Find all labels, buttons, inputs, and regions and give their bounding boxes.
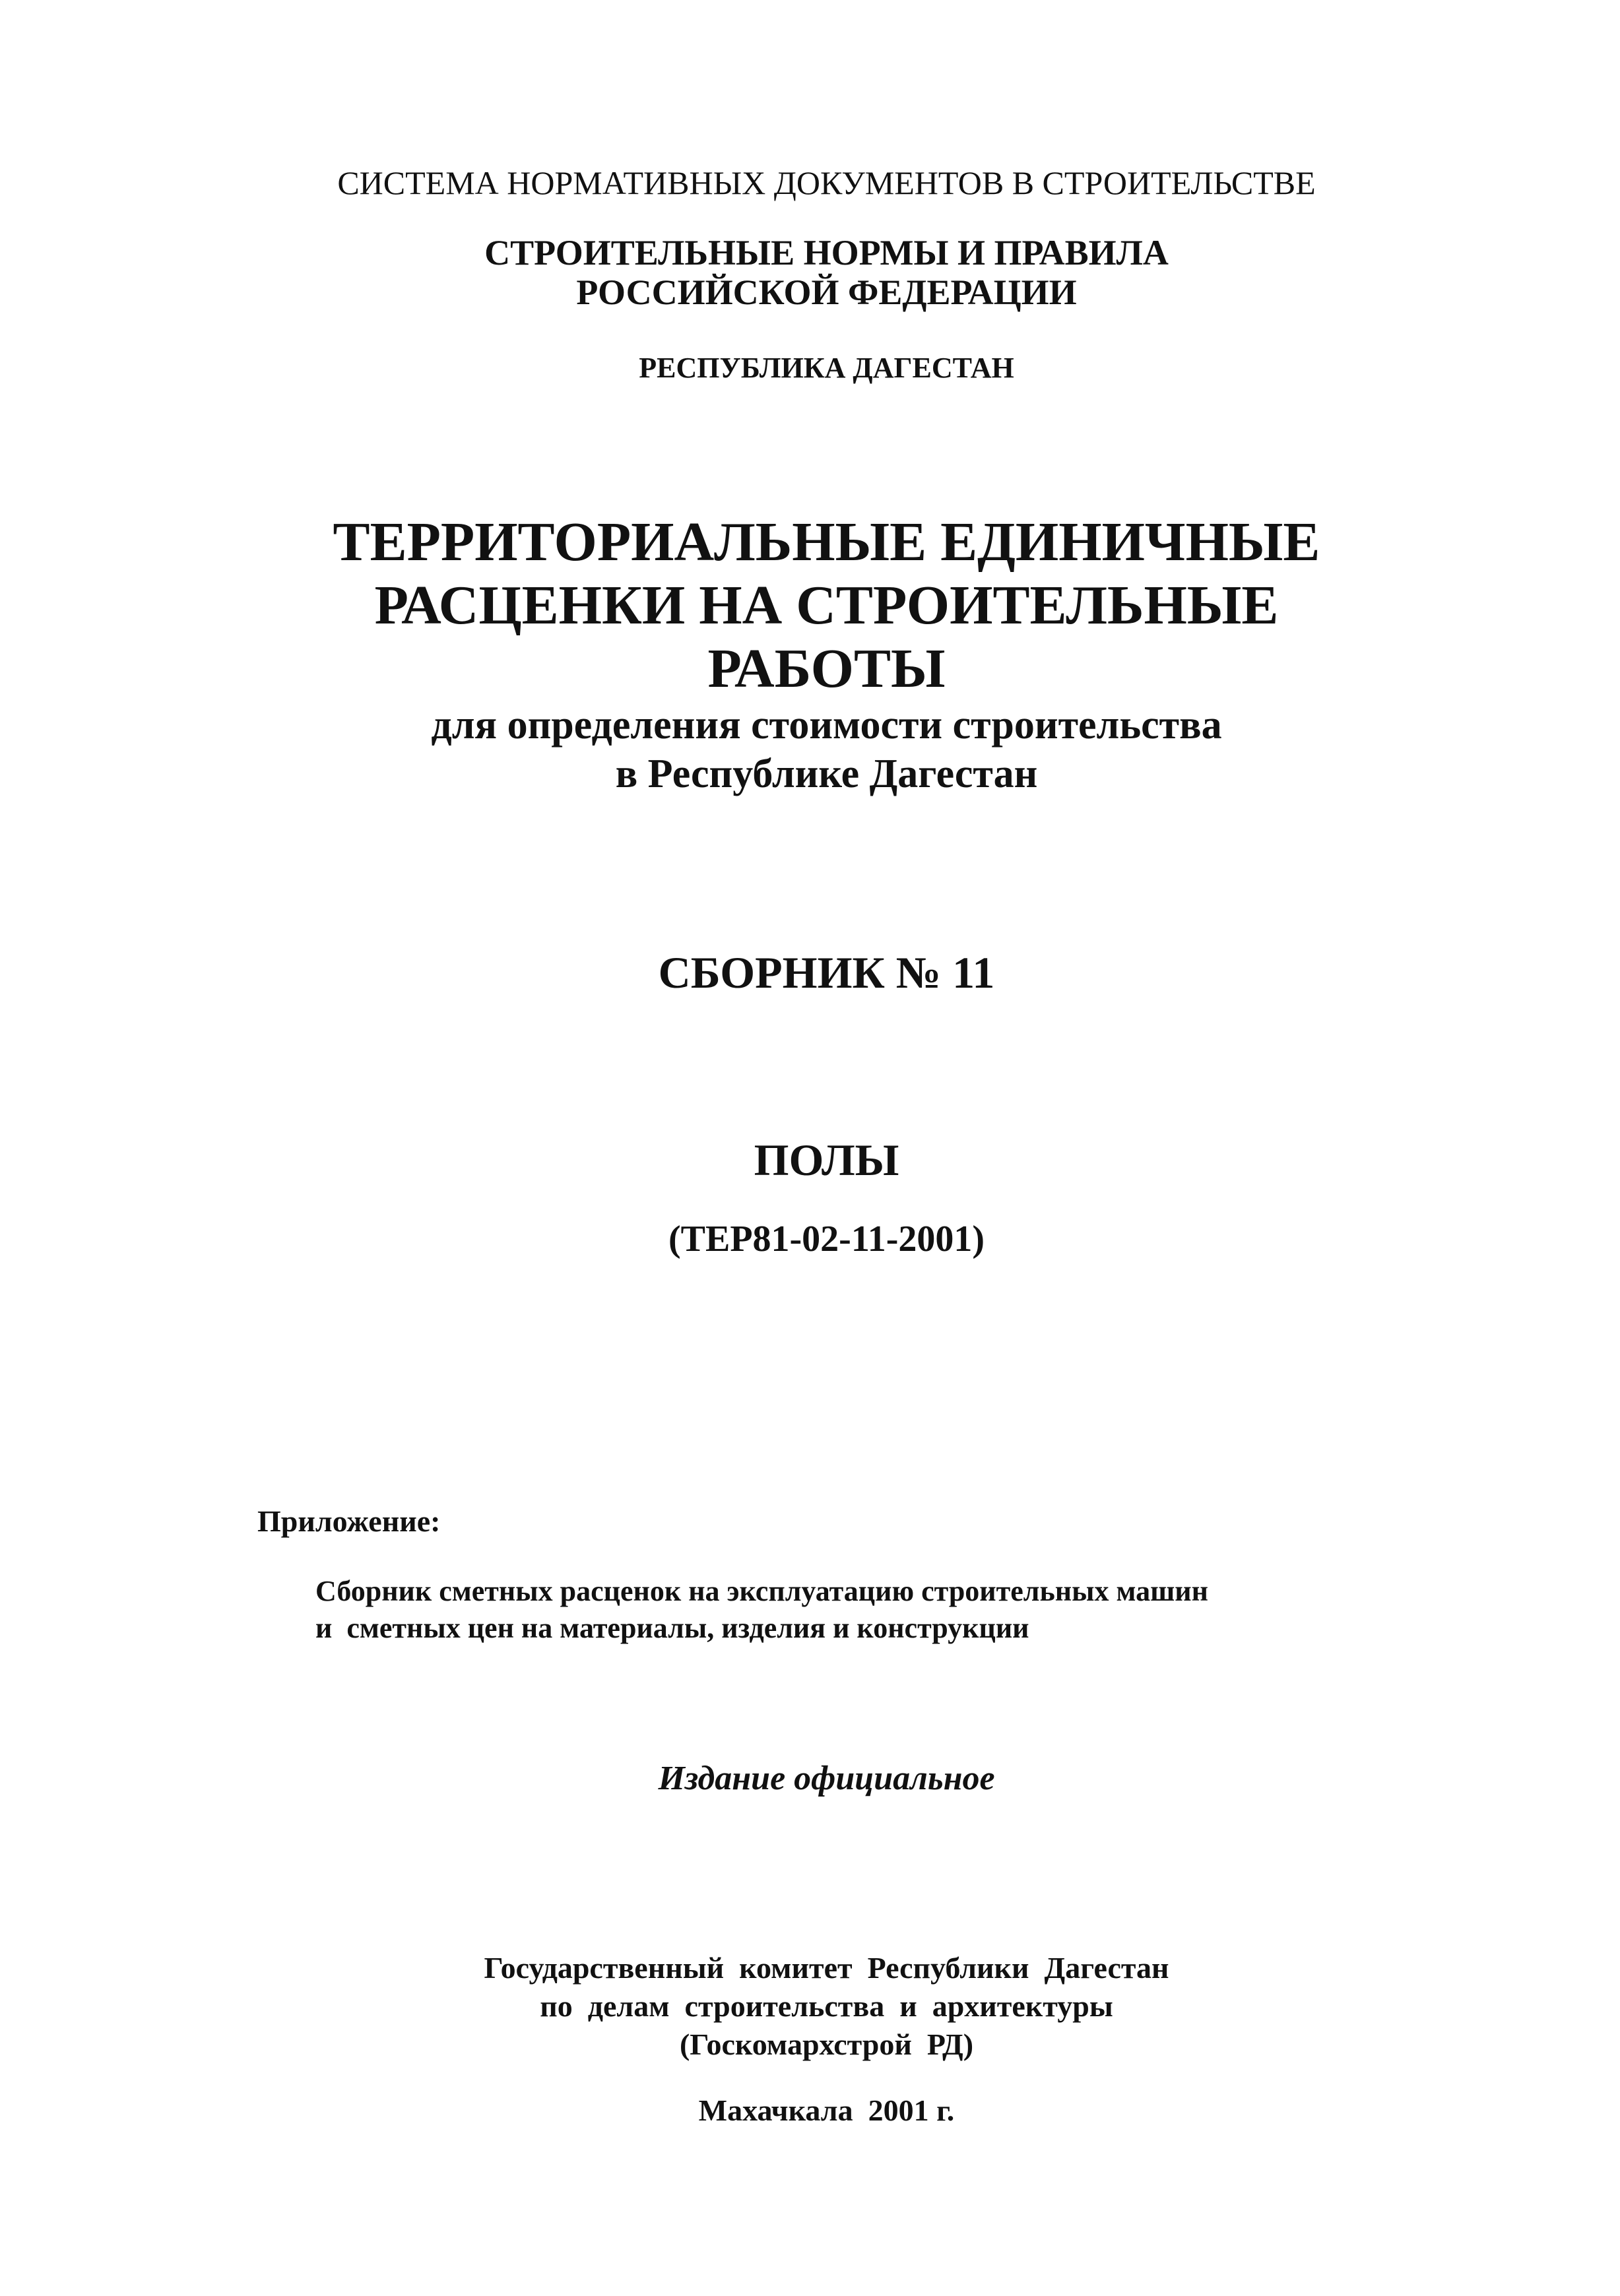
region-label: РЕСПУБЛИКА ДАГЕСТАН: [639, 352, 1014, 384]
collection-name: ПОЛЫ: [754, 1135, 899, 1185]
publisher-line3: (Госкомархстрой РД): [679, 2027, 974, 2061]
system-line: СИСТЕМА НОРМАТИВНЫХ ДОКУМЕНТОВ В СТРОИТЕЛЬСТВЕ: [337, 164, 1316, 201]
subtitle-line1: для определения стоимости строительства: [431, 703, 1222, 748]
appendix-text-line2: и сметных цен на материалы, изделия и конструкции: [315, 1612, 1029, 1644]
publisher-line2: по делам строительства и архитектуры: [540, 1989, 1113, 2023]
main-title-line3: РАБОТЫ: [707, 638, 946, 699]
document-code: (ТЕР81-02-11-2001): [668, 1219, 985, 1260]
collection-number: СБОРНИК № 11: [658, 947, 995, 998]
main-title-line2: РАСЦЕНКИ НА СТРОИТЕЛЬНЫЕ: [374, 575, 1279, 636]
subtitle-line2: в Республике Дагестан: [615, 751, 1038, 796]
place-year: Махачкала 2001 г.: [698, 2093, 955, 2127]
edition-label: Издание официальное: [658, 1760, 995, 1797]
norms-title-line1: СТРОИТЕЛЬНЫЕ НОРМЫ И ПРАВИЛА: [484, 233, 1169, 272]
norms-title-line2: РОССИЙСКОЙ ФЕДЕРАЦИИ: [576, 272, 1077, 312]
publisher-line1: Государственный комитет Республики Дагестан: [484, 1951, 1169, 1985]
main-title-line1: ТЕРРИТОРИАЛЬНЫЕ ЕДИНИЧНЫЕ: [333, 511, 1320, 573]
appendix-text-line1: Сборник сметных расценок на эксплуатацию строительных машин: [315, 1575, 1208, 1607]
appendix-heading: Приложение:: [257, 1504, 441, 1538]
